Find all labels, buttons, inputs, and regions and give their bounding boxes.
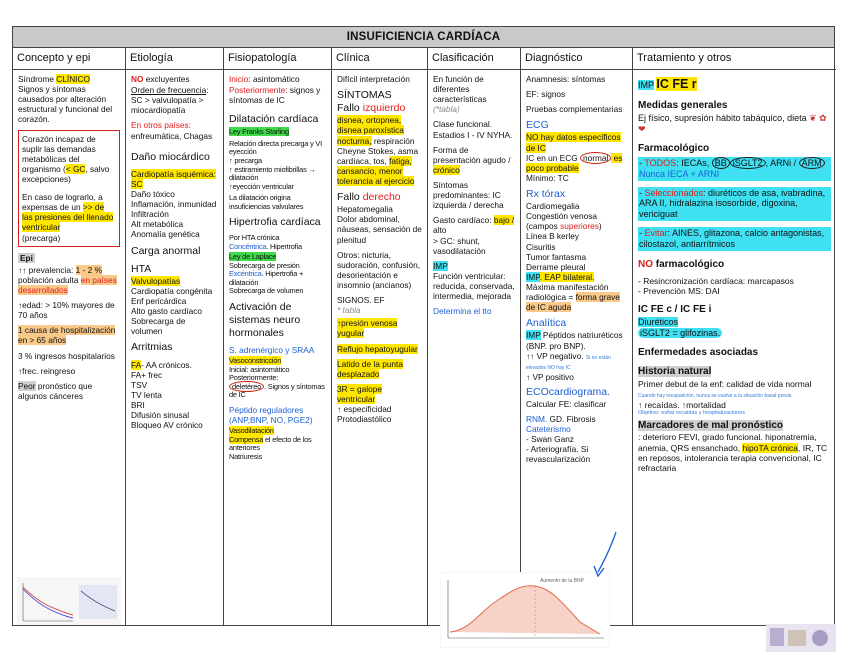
page-title: INSUFICIENCIA CARDÍACA xyxy=(13,27,834,48)
concepto-intro: Síndrome CLÍNICO Signos y síntomas causados por alteración estructural y funcional del corazón. xyxy=(18,74,113,125)
epi-prevalence: ↑↑ prevalencia: 1 - 2 % población adulta en países desarrollados xyxy=(18,264,117,295)
concepto-definition-box: Corazón incapaz de suplir las demandas metabólicas del organismo (< GC, salvo excepciones) En caso de lograrlo, a expensas de un >> de las presiones del llenado ventricular (precarga) xyxy=(18,130,120,247)
header-fisiopatologia: Fisiopatología xyxy=(224,47,331,70)
column-concepto xyxy=(13,47,126,625)
epi-readmission: ↑frec. reingreso xyxy=(18,365,76,376)
column-tratamiento: Tratamiento y otros IMP IC FE r Medidas generales Ej físico, supresión hábito tabáquico, dieta ❦ ✿ ❤ Farmacológico - TODOS: IECAs, BB iSGLT2 , ARNi / ARM Nunca IECA + ARNI - Seleccionados: diuréticos de asa, ivabradina, ARA II, hidralazina isosorbide, digoxina, vericiguat - Evitar: AINES, glitazona, calcio antagonistas, cilostazol, antiarrítmicos NO farmacológico - Resincronización cardíaca: marcapasos - Prevención MS: DAI IC FE c / IC FE i Diuréticos iSGLT2 = glifozinas. Enfermedades asociadas Historia natural Primer debut de la enf: calidad de vida normal Cuando hay recaparición, nunca se vuelve a la situación basal previa ↑ recaídas. ↑mortalidad Objetivo: evitar recaídas y hospitalizaciones Marcadores de mal pronóstico : deterioro FEVI, grado funcional. hiponatremia, anemia, QRS ensanchado, hipoTA crónica, IR, TC en reposos, intolerancia terapia convencional, IC refractaria xyxy=(633,47,836,625)
epi-prognosis: Peor pronóstico que algunos cánceres xyxy=(18,380,93,401)
header-concepto: Concepto y epi xyxy=(13,47,125,70)
column-clasificacion: Clasificación En función de diferentes características (*tabla) Clase funcional. Estadios I - IV NYHA. Forma de presentación agudo / crónico Síntomas predominantes: IC izquierda / derecha Gasto cardíaco: bajo / alto > GC: shunt, vasodilatación IMP Función ventricular: reducida, conservada, intermedia, mejorada Determina el tto xyxy=(428,47,521,625)
arrow-icon xyxy=(590,530,620,580)
epi-label: Epi xyxy=(20,252,33,263)
summary-sheet xyxy=(12,26,835,626)
column-clinica: Clínica Difícil interpretación SÍNTOMAS Fallo izquierdo disnea, ortopnea, disnea paroxística nocturna, respiración Cheyne Stokes, asma cardíaca, tos, fatiga, cansancio, menor tolerancia al ejercicio Fallo derecho Hepatomegalia Dolor abdominal, náuseas, sensación de plenitud Otros: nicturia, sudoración, confusión, desorientación e insomnio (ancianos) SIGNOS. EF * tabla ↑presión venosa yugular Reflujo hepatoyugular Latido de la punta desplazado 3R = galope ventricular ↑ especificidad Protodiastólico xyxy=(332,47,428,625)
bnp-chart xyxy=(440,572,610,648)
epi-hospitalization: 1 causa de hospitalización en > 65 años xyxy=(18,325,116,346)
food-icons: ❦ ✿ ❤ xyxy=(638,113,827,135)
thumbnail-image xyxy=(766,624,836,652)
column-etiologia: Etiología NO excluyentes Orden de frecuencia: SC > valvulopatía > miocardiopatía En otros países: enfreumática, Chagas Daño miocárdico Cardiopatía isquémica: SC Daño tóxico Inflamación, inmunidad Infiltración Alt metabólica Anomalía genética Carga anormal HTA Valvulopatías Cardiopatía congénita Enf pericárdica Alto gasto cardíaco Sobrecarga de volumen Arritmias FA- AA crónicos. FA+ frec TSV TV lenta BRI Difusión sinusal Bloqueo AV crónico xyxy=(126,47,224,625)
column-diagnostico: Diagnóstico Anamnesis: síntomas EF: signos Pruebas complementarias ECG NO hay datos específicos de IC IC en un ECG normal es poco probable Mínimo: TC Rx tórax Cardiomegalia Congestión venosa (campos superiores) Línea B kerley Cisuritis Tumor fantasma Derrame pleural IMP. EAP bilateral. Máxima manifestación radiológica = forma grave de IC aguda Analítica IMP Péptidos natriuréticos (BNP. pro BNP). ↑↑ VP negativo. Si no están elevados NO hay IC ↑ VP positivo ECOcardiograma. Calcular FE: clasificar RNM. GD. Fibrosis Cateterismo - Swan Ganz - Arteriografía. Si revascularización xyxy=(521,47,633,625)
column-fisiopatologia: Fisiopatología Inicio: asintomático Posteriormente: signos y síntomas de IC Dilatación cardíaca Ley Franks Starling Relación directa precarga y VI eyección ↑ precarga ↑ estiramiento miofibrillas → dilatación ↑eyección ventricular La dilatación origina insuficiencias valvulares Hipertrofia cardíaca Por HTA crónica Concéntrica. Hipertrofia Ley de Laplace Sobrecarga de presión Excéntrica. Hipertrofia + dilatación Sobrecarga de volumen Activación de sistemas neuro hormonales S. adrenérgico y SRAA Vasoconstricción Inicial: asintomático Posteriormente: deletéreo . Signos y síntomas de IC Péptido reguladores (ANP,BNP, NO, PGE2) Vasodilatación Compensa el efecto de los anteriores Natriuresis xyxy=(224,47,332,625)
header-clinica: Clínica xyxy=(332,47,427,70)
survival-mini-chart xyxy=(17,577,121,625)
header-etiologia: Etiología xyxy=(126,47,223,70)
epi-age: ↑edad: > 10% mayores de 70 años xyxy=(18,300,115,321)
header-diagnostico: Diagnóstico xyxy=(521,47,632,70)
bnp-chart-label: Aumento de la BNP xyxy=(540,578,584,584)
header-clasificacion: Clasificación xyxy=(428,47,520,70)
header-tratamiento: Tratamiento y otros xyxy=(633,47,836,70)
epi-admissions: 3 % ingresos hospitalarios xyxy=(18,350,115,361)
